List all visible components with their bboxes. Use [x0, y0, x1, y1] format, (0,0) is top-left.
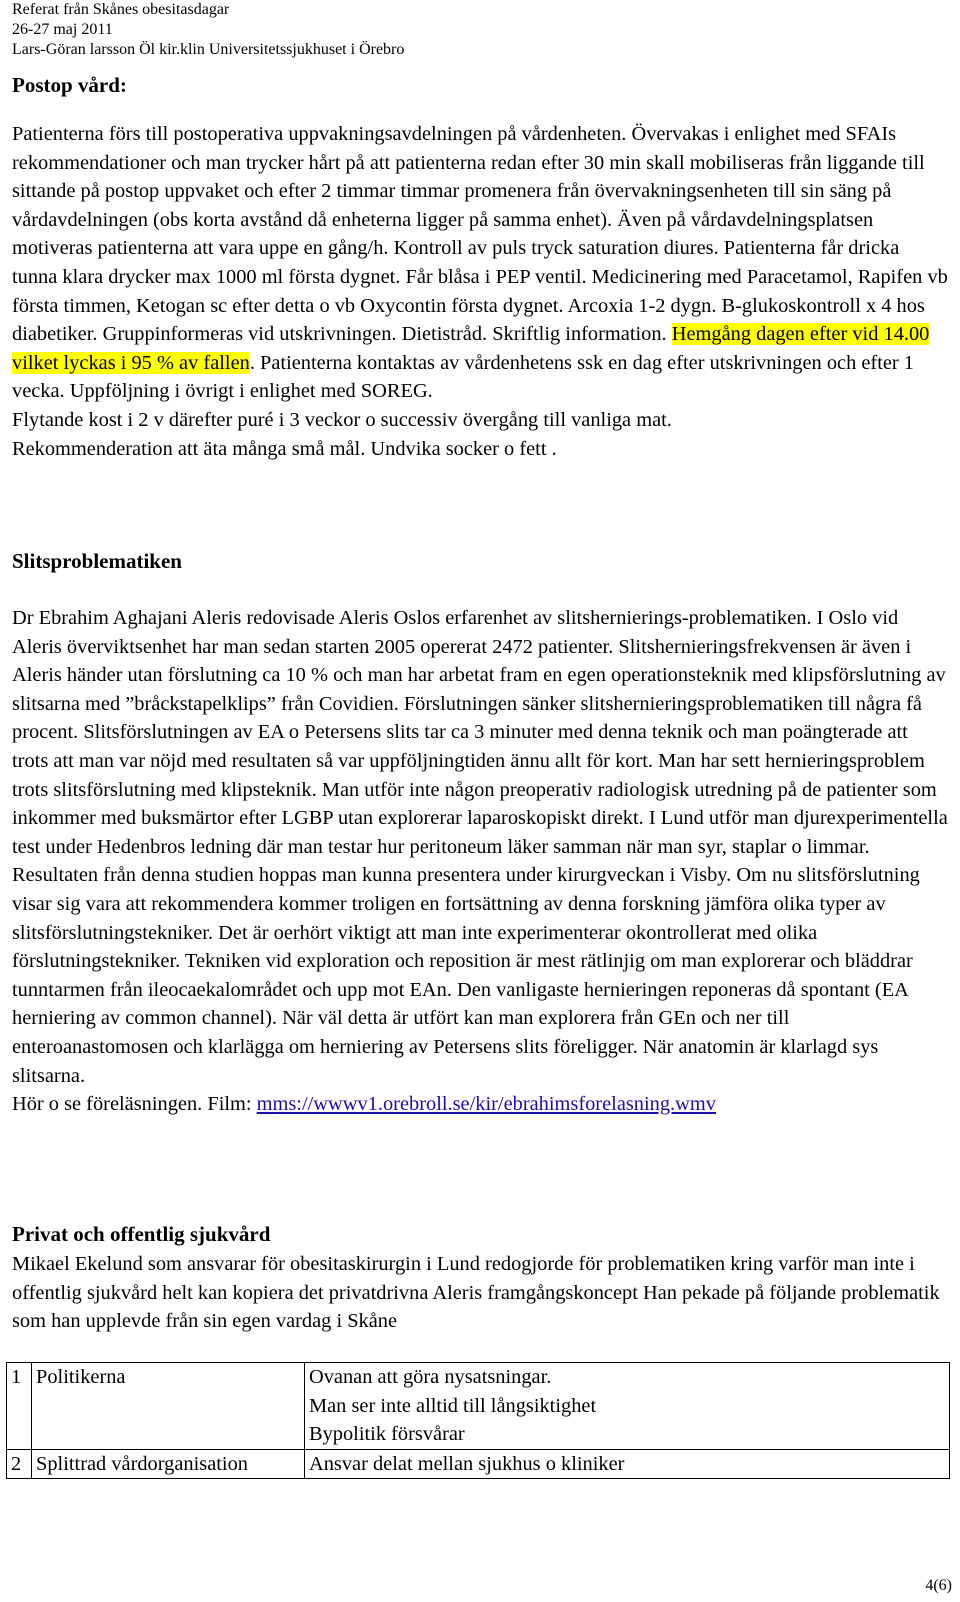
- table-row: [7, 1363, 950, 1450]
- paragraph-diet: Flytande kost i 2 v därefter puré i 3 veckor o successiv övergång till vanliga mat.: [12, 408, 672, 431]
- text-postop-a: Patienterna förs till postoperativa uppvakningsavdelningen på vårdenheten. Övervakas i enlighet med SFAIs rekommendationer och man trycker hårt på att patienterna redan efter 30 min skall mobiliseras från liggande till sittande på postop uppvaket och efter 2 timmar timmar promenera från övervakningsenheten till sin säng på vårdavdelningen (obs korta avstånd då enheterna ligger på samma enhet). Även på vårdavdelningsplatsen motiveras patienterna att vara uppe en gång/h. Kontroll av puls tryck saturation diures. Patienterna får dricka tunna klara drycker max 1000 ml första dygnet. Får blåsa i PEP ventil. Medicinering med Paracetamol, Rapifen vb första timmen, Ketogan sc efter detta o vb Oxycontin första dygnet. Arcoxia 1-2 dygn. B-glukoskontroll x 4 hos diabetiker. Gruppinformeras vid utskrivningen. Dietistråd. Skriftlig information.: [12, 123, 948, 346]
- text-postop-b: . Patienterna kontaktas av vårdenhetens ssk en dag efter utskrivningen och efter 1 vecka. Uppföljning i övrigt i enlighet med SOREG.: [12, 351, 914, 403]
- section-slits: [12, 604, 948, 1119]
- row-label: Politikerna: [32, 1363, 305, 1450]
- section-privat: [12, 1250, 948, 1336]
- header-line-date: 26-27 maj 2011: [12, 21, 113, 38]
- detail-line: Ansvar delat mellan sjukhus o kliniker: [309, 1452, 625, 1475]
- section-heading-slits: Slitsproblematiken: [12, 549, 182, 573]
- row-number: 1: [7, 1363, 32, 1450]
- header-line-title: Referat från Skånes obesitasdagar: [12, 1, 230, 18]
- section-postop: [12, 120, 948, 463]
- document-header: [12, 0, 404, 60]
- paragraph-slits: Dr Ebrahim Aghajani Aleris redovisade Aleris Oslos erfarenhet av slitshernierings-problematiken. I Oslo vid Aleris överviktsenhet har man sedan starten 2005 opererat 2472 patienter. Slitshernieringsfrekvensen är även i Aleris händer utan förslutning ca 10 % och man har arbetat fram en egen operationsteknik med klipsförslutning av slitsarna med ”bråckstapelklips” från Covidien. Förslutningen sänker slitshernieringsproblematiken till några få procent. Slitsförslutningen av EA o Petersens slits tar ca 3 minuter med denna teknik och man poängterade att trots att man var nöjd med resultaten så var uppföljningtiden ännu allt för kort. Man har sett hernieringsproblem trots slitsförslutning med klipsteknik. Man utför inte någon preoperativ radiologisk utredning på de patienter som inkommer med buksmärtor efter LGBP utan explorerar laparoskopiskt direkt. I Lund utför man djurexperimentella test under Hedenbros ledning där man testar hur peritoneum läker samman när man syr, staplar o limmar. Resultaten från denna studien hoppas man kunna presentera under kirurgveckan i Visby. Om nu slitsförslutning visar sig vara att rekommendera kommer troligen en fortsättning av denna forskning jämföra olika typer av slitsförslutningstekniker. Det är oerhört viktigt att man inte experimenterar okontrollerat med olika förslutningstekniker. Tekniken vid exploration och reposition är mest rätlinjig om man explorerar och bläddrar tunntarmen från ileocaekalområdet och upp mot EAn. Den vanligaste hernieringen reponeras då spontant (EA herniering av common channel). När väl detta är utfört kan man explorera från GEn och ner till enteroanastomosen och klarlägga om herniering av Petersens slits föreligger. När anatomin är klarlagd sys slitsarna.: [12, 607, 948, 1087]
- film-link[interactable]: mms://wwwv1.orebroll.se/kir/ebrahimsforelasning.wmv: [256, 1093, 716, 1116]
- row-details: [305, 1363, 950, 1450]
- detail-line: Ovanan att göra nysatsningar.: [309, 1366, 552, 1388]
- paragraph-privat: Mikael Ekelund som ansvarar för obesitaskirurgin i Lund redogjorde för problematiken kring varför man inte i offentlig sjukvård helt kan kopiera det privatdrivna Aleris framgångskoncept Han pekade på följande problematik som han upplevde från sin egen vardag i Skåne: [12, 1253, 940, 1333]
- paragraph-postop: [12, 120, 948, 406]
- page-number: 4(6): [925, 1577, 952, 1594]
- section-heading-privat: Privat och offentlig sjukvård: [12, 1222, 271, 1246]
- paragraph-recommendation: Rekommenderation att äta många små mål. Undvika socker o fett .: [12, 437, 557, 460]
- highlighted-text: Hemgång dagen efter vid 14.00 vilket lyckas i 95 % av fallen: [12, 323, 930, 374]
- problem-table: [6, 1362, 950, 1479]
- paragraph-film: [12, 1090, 948, 1119]
- section-heading-postop: Postop vård:: [12, 73, 127, 97]
- detail-line: Man ser inte alltid till långsiktighet: [309, 1394, 597, 1417]
- table-row: [7, 1449, 950, 1479]
- row-details: [305, 1449, 950, 1479]
- row-number: 2: [7, 1449, 32, 1479]
- row-label: Splittrad vårdorganisation: [32, 1449, 305, 1479]
- film-prefix: Hör o se föreläsningen. Film:: [12, 1093, 257, 1116]
- header-line-author: Lars-Göran larsson Öl kir.klin Universitetssjukhuset i Örebro: [12, 41, 405, 58]
- detail-line: Bypolitik försvårar: [309, 1423, 465, 1445]
